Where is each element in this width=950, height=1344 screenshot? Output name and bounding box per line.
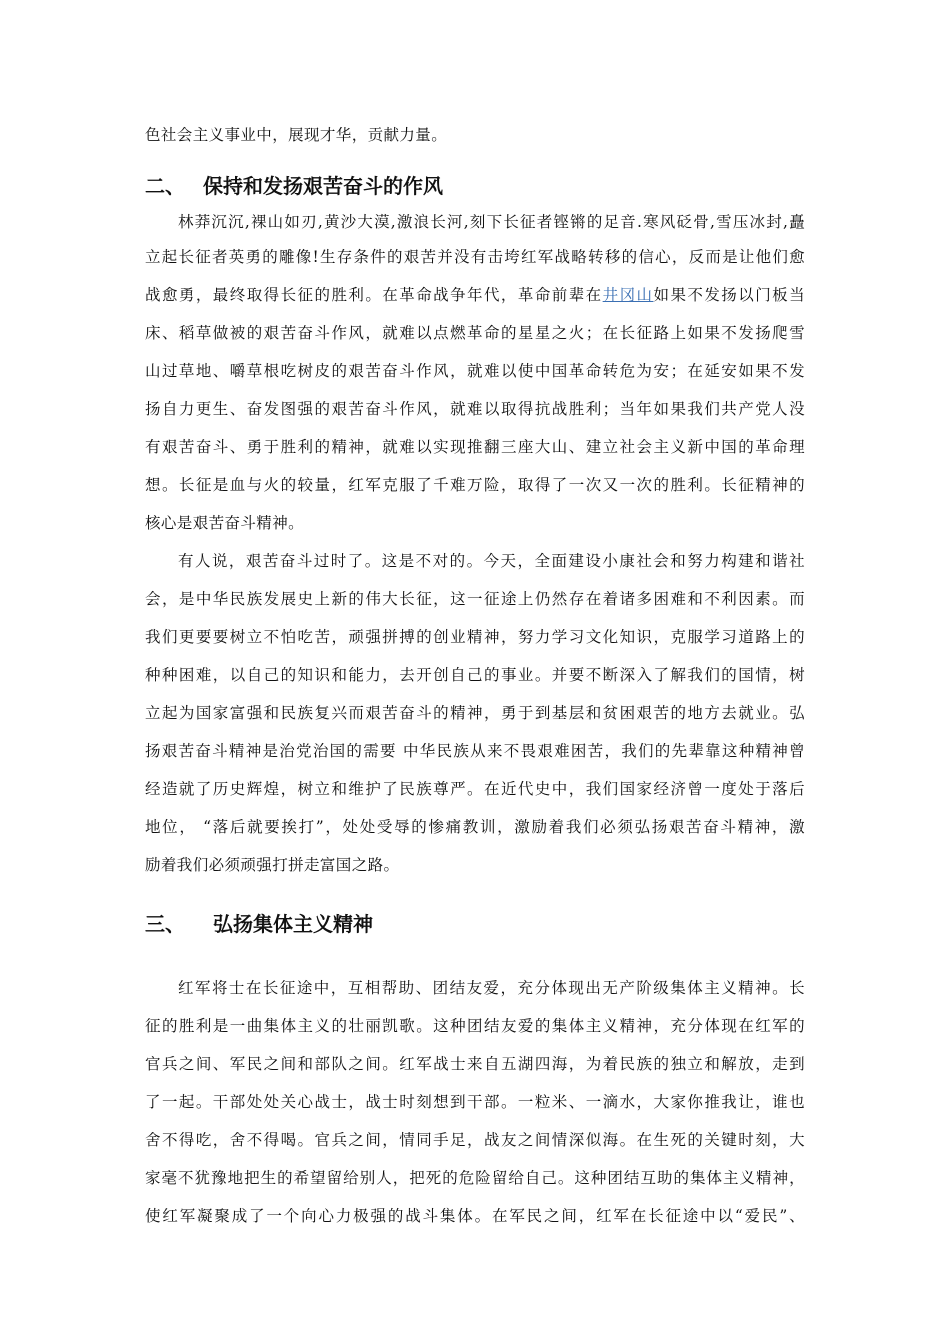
paragraph-line: 红军将士在长征途中，互相帮助、团结友爱，充分体现出无产阶级集体主义精神。长 xyxy=(178,979,805,997)
paragraph-line: 会，是中华民族发展史上新的伟大长征，这一征途上仍然存在着诸多困难和不利因素。而 xyxy=(145,590,805,608)
section-3-title: 弘扬集体主义精神 xyxy=(213,912,373,936)
paragraph-line: 舍不得吃，舍不得喝。官兵之间，情同手足，战友之间情深似海。在生死的关键时刻，大 xyxy=(145,1131,805,1149)
paragraph-line: 山过草地、嚼草根吃树皮的艰苦奋斗作风，就难以使中国革命转危为安；在延安如果不发 xyxy=(145,362,805,380)
paragraph-line: 扬艰苦奋斗精神是治党治国的需要 中华民族从来不畏艰难困苦，我们的先辈靠这种精神曾 xyxy=(145,742,805,760)
paragraph-line: 有人说，艰苦奋斗过时了。这是不对的。今天，全面建设小康社会和努力构建和谐社 xyxy=(178,552,805,570)
paragraph-line: 官兵之间、军民之间和部队之间。红军战士来自五湖四海，为着民族的独立和解放，走到 xyxy=(145,1055,805,1073)
paragraph-line: 家毫不犹豫地把生的希望留给别人，把死的危险留给自己。这种团结互助的集体主义精神， xyxy=(145,1169,805,1187)
paragraph-line: 使红军凝聚成了一个向心力极强的战斗集体。在军民之间，红军在长征途中以“爱民”、 xyxy=(145,1207,805,1225)
paragraph-line: 核心是艰苦奋斗精神。 xyxy=(145,514,305,532)
paragraph-line: 有艰苦奋斗、勇于胜利的精神，就难以实现推翻三座大山、建立社会主义新中国的革命理 xyxy=(145,438,805,456)
paragraph-line: 经造就了历史辉煌，树立和维护了民族尊严。在近代史中，我们国家经济曾一度处于落后 xyxy=(145,780,805,798)
paragraph-line: 床、稻草做被的艰苦奋斗作风，就难以点燃革命的星星之火；在长征路上如果不发扬爬雪 xyxy=(145,324,805,342)
intro-line: 色社会主义事业中，展现才华，贡献力量。 xyxy=(145,126,448,144)
section-2-title: 保持和发扬艰苦奋斗的作风 xyxy=(203,174,443,198)
text-span: 战愈勇，最终取得长征的胜利。在革命战争年代，革命前辈在 xyxy=(145,286,603,304)
section-2-heading xyxy=(145,172,443,200)
paragraph-line: 立起为国家富强和民族复兴而艰苦奋斗的精神，勇于到基层和贫困艰苦的地方去就业。弘 xyxy=(145,704,805,722)
paragraph-line: 立起长征者英勇的雕像!生存条件的艰苦并没有击垮红军战略转移的信心，反而是让他们愈 xyxy=(145,248,805,266)
paragraph-line: 林莽沉沉,裸山如刃,黄沙大漠,激浪长河,刻下长征者铿锵的足音.寒风砭骨,雪压冰封,矗 xyxy=(178,213,805,231)
text-span: 如果不发扬以门板当 xyxy=(653,286,805,304)
paragraph-line: 想。长征是血与火的较量，红军克服了千难万险，取得了一次又一次的胜利。长征精神的 xyxy=(145,476,805,494)
paragraph-line: 征的胜利是一曲集体主义的壮丽凯歌。这种团结友爱的集体主义精神，充分体现在红军的 xyxy=(145,1017,805,1035)
paragraph-line: 扬自力更生、奋发图强的艰苦奋斗作风，就难以取得抗战胜利；当年如果我们共产党人没 xyxy=(145,400,805,418)
paragraph-line: 励着我们必须顽强打拼走富国之路。 xyxy=(145,856,400,874)
jinggangshan-link[interactable]: 井冈山 xyxy=(602,286,654,304)
paragraph-line: 地位， “落后就要挨打”，处处受辱的惨痛教训，激励着我们必须弘扬艰苦奋斗精神，激 xyxy=(145,818,805,836)
paragraph-line xyxy=(145,284,805,306)
paragraph-line: 了一起。干部处处关心战士，战士时刻想到干部。一粒米、一滴水，大家你推我让，谁也 xyxy=(145,1093,805,1111)
section-3-heading xyxy=(145,910,373,938)
paragraph-line: 我们更要要树立不怕吃苦，顽强拼搏的创业精神，努力学习文化知识，克服学习道路上的 xyxy=(145,628,805,646)
section-3-number: 三、 xyxy=(145,912,185,936)
paragraph-line: 种种困难，以自己的知识和能力，去开创自己的事业。并要不断深入了解我们的国情，树 xyxy=(145,666,805,684)
section-2-number: 二、 xyxy=(145,174,185,198)
